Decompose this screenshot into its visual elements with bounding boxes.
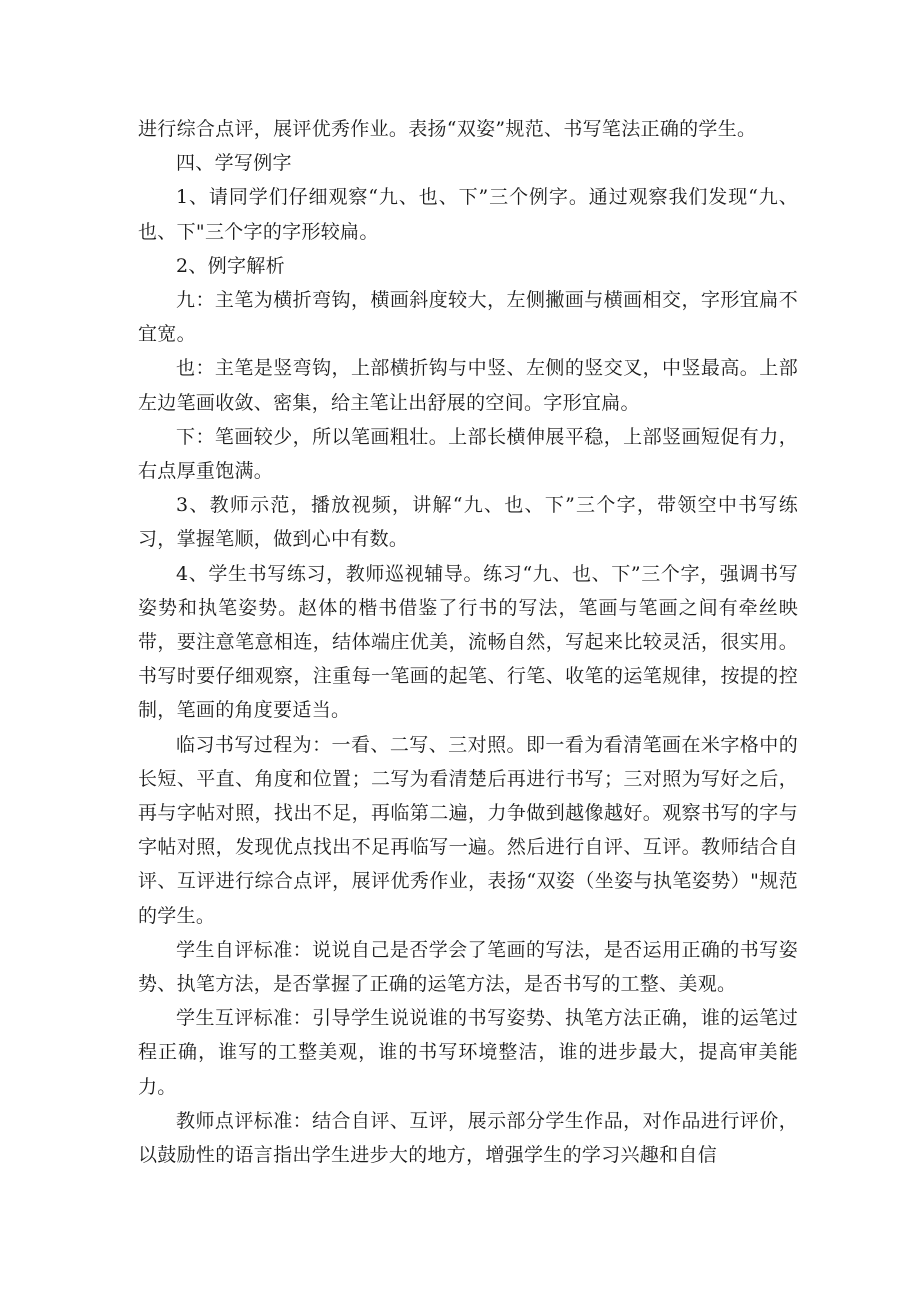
paragraph-teacher-evaluation: 教师点评标准：结合自评、互评，展示部分学生作品，对作品进行评价，以鼓励性的语言指出学生进步大的地方，增强学生的学习兴趣和自信 [138, 1109, 798, 1167]
section-heading-learn-example-chars: 四、学写例字 [176, 152, 292, 175]
paragraph-observe: 1、请同学们仔细观察“九、也、下”三个例字。通过观察我们发现“九、也、下"三个字的字形较扁。 [138, 186, 798, 243]
paragraph-student-practice: 4、学生书写练习，教师巡视辅导。练习“九、也、下”三个字，强调书写姿势和执笔姿势。赵体的楷书借鉴了行书的写法，笔画与笔画之间有牵丝映带，要注意笔意相连，结体端庄优美，流畅自然，写起来比较灵活，很实用。书写时要仔细观察，注重每一笔画的起笔、行笔、收笔的运笔规律，按提的控制，笔画的角度要适当。 [138, 562, 798, 722]
paragraph-peer-evaluation: 学生互评标准：引导学生说说谁的书写姿势、执笔方法正确，谁的运笔过程正确，谁写的工整美观，谁的书写环境整洁，谁的进步最大，提高审美能力。 [138, 1007, 798, 1098]
paragraph-char-jiu: 九：主笔为横折弯钩，横画斜度较大，左侧撇画与横画相交，字形宜扁不宜宽。 [138, 289, 798, 346]
document-body [138, 112, 798, 1172]
paragraph-char-xia: 下：笔画较少，所以笔画粗壮。上部长横伸展平稳，上部竖画短促有力，右点厚重饱满。 [138, 425, 798, 483]
paragraph-teacher-demo: 3、教师示范，播放视频，讲解“九、也、下”三个字，带领空中书写练习，掌握笔顺，做到心中有数。 [138, 494, 798, 551]
paragraph-self-evaluation: 学生自评标准：说说自己是否学会了笔画的写法，是否运用正确的书写姿势、执笔方法，是否掌握了正确的运笔方法，是否书写的工整、美观。 [138, 938, 798, 996]
paragraph-continuation: 进行综合点评，展评优秀作业。表扬“双姿”规范、书写笔法正确的学生。 [138, 118, 757, 140]
subheading-example-analysis: 2、例字解析 [176, 254, 285, 277]
paragraph-copying-process: 临习书写过程为：一看、二写、三对照。即一看为看清笔画在米字格中的长短、平直、角度和位置；二写为看清楚后再进行书写；三对照为写好之后，再与字帖对照，找出不足，再临第二遍，力争做到越像越好。观察书写的字与字帖对照，发现优点找出不足再临写一遍。然后进行自评、互评。教师结合自评、互评进行综合点评，展评优秀作业，表扬“双姿（坐姿与执笔姿势）"规范的学生。 [138, 733, 798, 927]
paragraph-char-ye: 也：主笔是竖弯钩，上部横折钩与中竖、左侧的竖交叉，中竖最高。上部左边笔画收敛、密集，给主笔让出舒展的空间。字形宜扁。 [138, 357, 798, 414]
